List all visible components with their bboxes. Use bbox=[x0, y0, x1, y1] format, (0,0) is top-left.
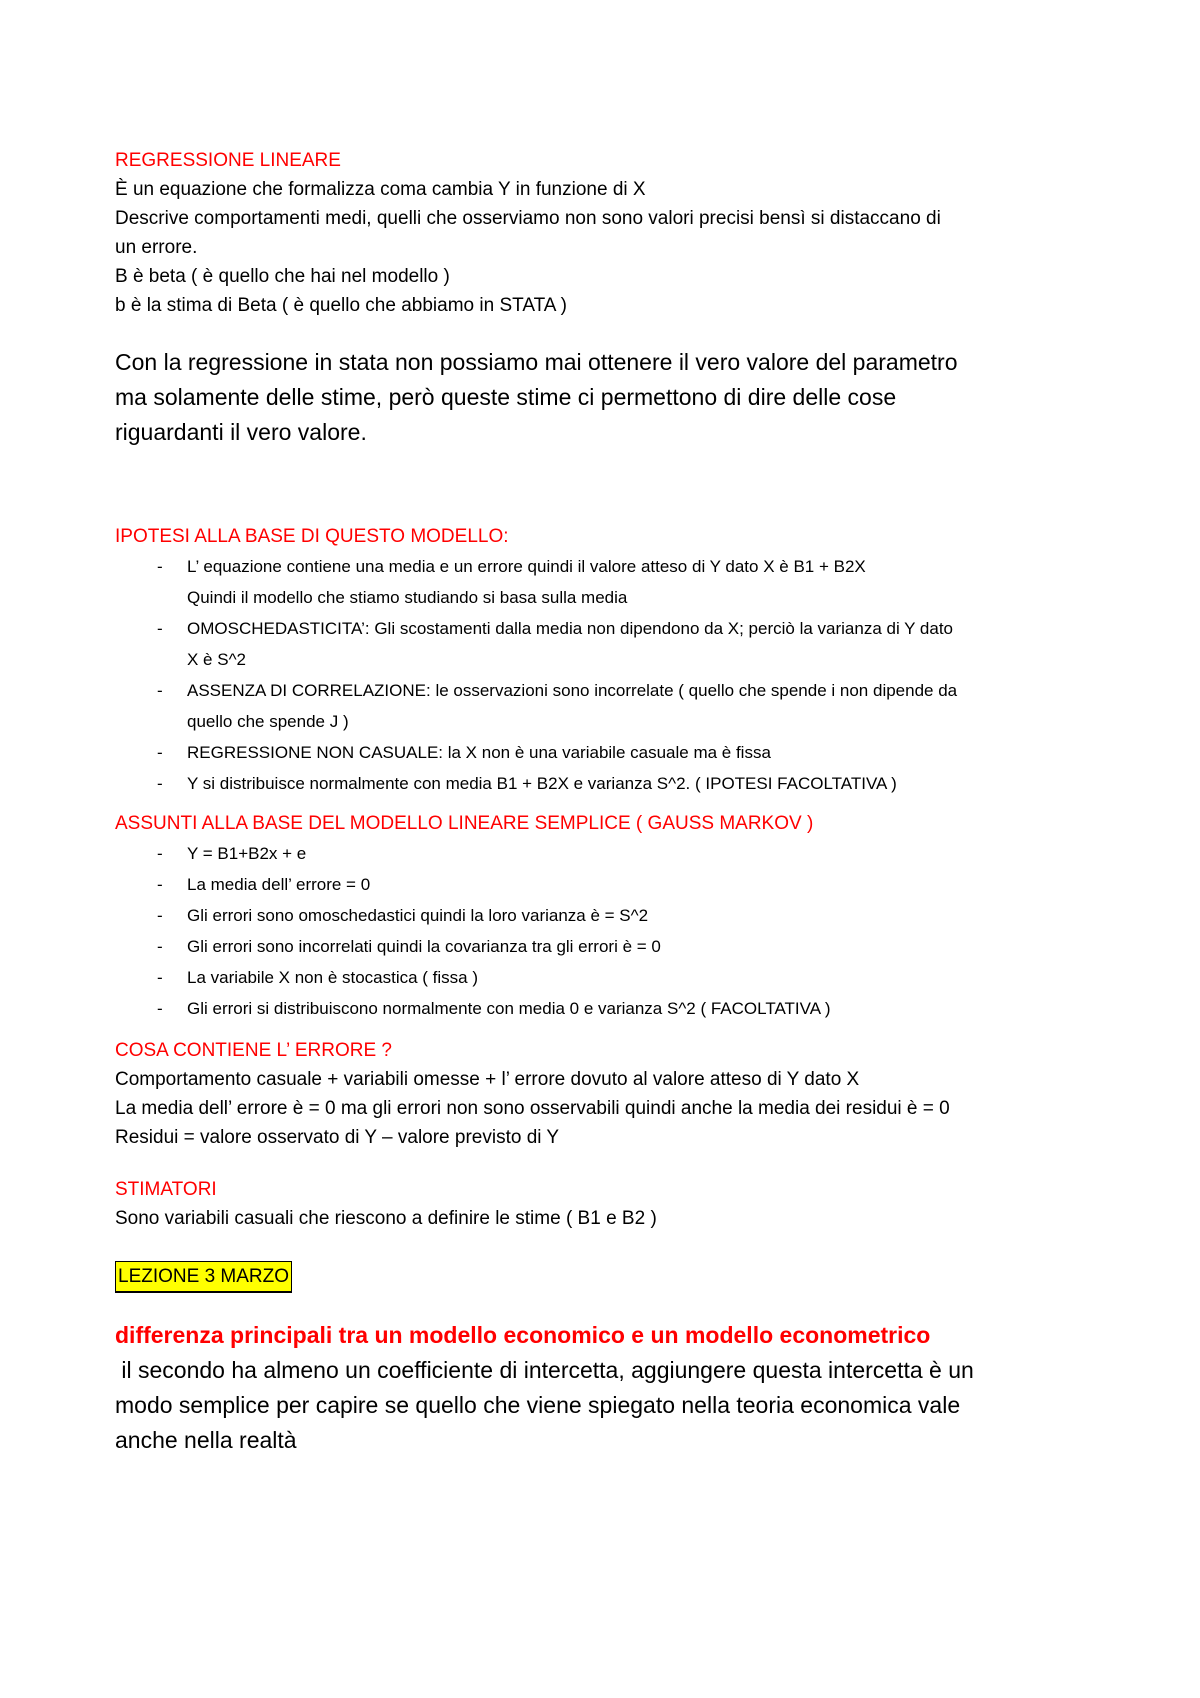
section-stimatori bbox=[115, 1175, 1100, 1233]
list-item-text: Gli errori sono incorrelati quindi la covarianza tra gli errori è = 0 bbox=[187, 937, 661, 956]
text-line: Residui = valore osservato di Y – valore previsto di Y bbox=[115, 1127, 560, 1148]
section-assunti bbox=[115, 809, 1100, 1024]
large-text-line: il secondo ha almeno un coefficiente di intercetta, aggiungere questa intercetta è un bbox=[115, 1357, 974, 1383]
list-item-text: REGRESSIONE NON CASUALE: la X non è una variabile casuale ma è fissa bbox=[187, 743, 771, 762]
list-item bbox=[115, 613, 1100, 675]
large-text-line: ma solamente delle stime, però queste stime ci permettono di dire delle cose bbox=[115, 384, 897, 410]
list-item bbox=[115, 869, 1100, 900]
text-line: La media dell’ errore è = 0 ma gli errori non sono osservabili quindi anche la media dei residui è = 0 bbox=[115, 1098, 950, 1119]
large-text-line: anche nella realtà bbox=[115, 1427, 297, 1453]
large-text-line: riguardanti il vero valore. bbox=[115, 419, 367, 445]
list-item bbox=[115, 768, 1100, 799]
bullet-dash: - bbox=[157, 968, 163, 987]
bullet-dash: - bbox=[157, 906, 163, 925]
list-item-text: L’ equazione contiene una media e un errore quindi il valore atteso di Y dato X è B1 + B2X bbox=[187, 557, 866, 576]
heading-differenza: differenza principali tra un modello economico e un modello econometrico bbox=[115, 1322, 931, 1348]
list-item-text: La media dell’ errore = 0 bbox=[187, 875, 371, 894]
list-item-text: Y = B1+B2x + e bbox=[187, 844, 307, 863]
bullet-dash: - bbox=[157, 743, 163, 762]
list-item bbox=[115, 993, 1100, 1024]
bullet-dash: - bbox=[157, 937, 163, 956]
heading-errore: COSA CONTIENE L’ ERRORE ? bbox=[115, 1040, 392, 1061]
list-item bbox=[115, 900, 1100, 931]
list-item-text: La variabile X non è stocastica ( fissa ) bbox=[187, 968, 479, 987]
bullet-dash: - bbox=[157, 557, 163, 576]
list-item bbox=[115, 551, 1100, 613]
list-item-text: Gli errori si distribuiscono normalmente con media 0 e varianza S^2 ( FACOLTATIVA ) bbox=[187, 999, 831, 1018]
list-item-text: Gli errori sono omoschedastici quindi la loro varianza è = S^2 bbox=[187, 906, 649, 925]
bullet-dash: - bbox=[157, 681, 163, 700]
text-line: Sono variabili casuali che riescono a definire le stime ( B1 e B2 ) bbox=[115, 1208, 657, 1229]
list-item-text: Quindi il modello che stiamo studiando si basa sulla media bbox=[187, 588, 628, 607]
section-regressione bbox=[115, 146, 1100, 320]
section-errore bbox=[115, 1036, 1100, 1152]
heading-stimatori: STIMATORI bbox=[115, 1179, 217, 1200]
section-lezione bbox=[115, 1261, 1100, 1293]
list-item bbox=[115, 931, 1100, 962]
large-text-line: Con la regressione in stata non possiamo mai ottenere il vero valore del parametro bbox=[115, 349, 958, 375]
list-item-text: quello che spende J ) bbox=[187, 712, 349, 731]
text-line: B è beta ( è quello che hai nel modello ) bbox=[115, 266, 450, 287]
bullet-dash: - bbox=[157, 844, 163, 863]
list-item bbox=[115, 737, 1100, 768]
text-line: b è la stima di Beta ( è quello che abbiamo in STATA ) bbox=[115, 295, 568, 316]
list-item bbox=[115, 962, 1100, 993]
heading-regressione-lineare: REGRESSIONE LINEARE bbox=[115, 150, 341, 171]
bullet-dash: - bbox=[157, 875, 163, 894]
text-line: È un equazione che formalizza coma cambia Y in funzione di X bbox=[115, 179, 646, 200]
section-con-regressione bbox=[115, 345, 1100, 450]
text-line: Comportamento casuale + variabili omesse + l’ errore dovuto al valore atteso di Y dato X bbox=[115, 1069, 860, 1090]
bullet-dash: - bbox=[157, 774, 163, 793]
section-differenza bbox=[115, 1318, 1100, 1458]
heading-assunti: ASSUNTI ALLA BASE DEL MODELLO LINEARE SEMPLICE ( GAUSS MARKOV ) bbox=[115, 813, 814, 834]
text-line: Descrive comportamenti medi, quelli che osserviamo non sono valori precisi bensì si distaccano di bbox=[115, 208, 941, 229]
heading-ipotesi: IPOTESI ALLA BASE DI QUESTO MODELLO: bbox=[115, 526, 509, 547]
list-item-text: X è S^2 bbox=[187, 650, 247, 669]
section-ipotesi bbox=[115, 522, 1100, 799]
highlighted-lesson-label: LEZIONE 3 MARZO bbox=[115, 1261, 292, 1293]
bullet-dash: - bbox=[157, 619, 163, 638]
list-item bbox=[115, 675, 1100, 737]
bullet-dash: - bbox=[157, 999, 163, 1018]
large-text-line: modo semplice per capire se quello che viene spiegato nella teoria economica vale bbox=[115, 1392, 961, 1418]
list-item bbox=[115, 838, 1100, 869]
document-content bbox=[115, 146, 1100, 1458]
text-line: un errore. bbox=[115, 237, 198, 258]
list-item-text: OMOSCHEDASTICITA’: Gli scostamenti dalla media non dipendono da X; perciò la varianza di Y dato bbox=[187, 619, 954, 638]
list-item-text: ASSENZA DI CORRELAZIONE: le osservazioni sono incorrelate ( quello che spende i non dipende da bbox=[187, 681, 958, 700]
list-item-text: Y si distribuisce normalmente con media B1 + B2X e varianza S^2. ( IPOTESI FACOLTATIVA ) bbox=[187, 774, 897, 793]
